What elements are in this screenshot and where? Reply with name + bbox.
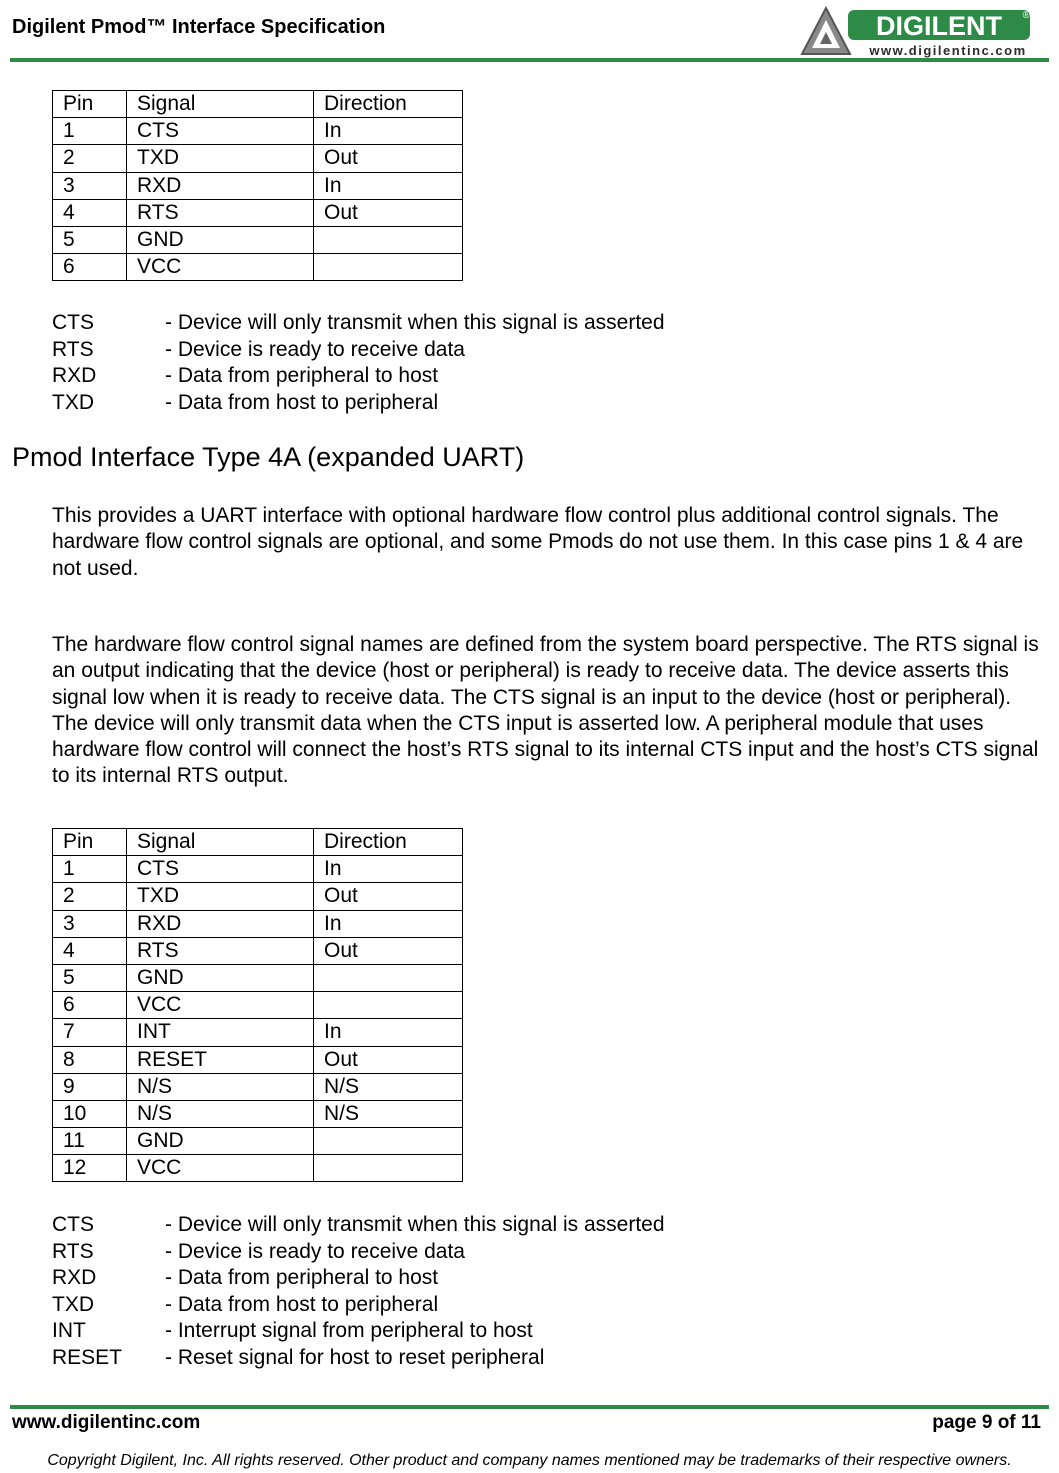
- signal-term: RTS: [52, 1239, 94, 1263]
- table-row: [53, 1100, 463, 1127]
- table-cell: GND: [127, 226, 314, 253]
- table-row: [53, 1073, 463, 1100]
- definition-row: [52, 1239, 665, 1266]
- table-cell: [314, 1128, 463, 1155]
- table-cell: INT: [127, 1019, 314, 1046]
- signal-term: CTS: [52, 1213, 94, 1236]
- definition-row: [52, 390, 665, 417]
- signal-term: RXD: [52, 1266, 97, 1289]
- signal-description: - Device is ready to receive data: [165, 1239, 465, 1263]
- signal-description: - Device will only transmit when this signal is asserted: [165, 1213, 665, 1236]
- table-cell: 3: [53, 910, 127, 937]
- table-cell: GND: [127, 1128, 314, 1155]
- definition-row: [52, 1318, 665, 1345]
- signal-description: - Reset signal for host to reset peripheral: [165, 1345, 545, 1369]
- table-cell: 6: [53, 992, 127, 1019]
- definition-row: [52, 337, 665, 364]
- signal-term: TXD: [52, 1292, 94, 1316]
- table-row: [53, 145, 463, 172]
- footer-rule: [10, 1405, 1049, 1409]
- table-cell: 7: [53, 1019, 127, 1046]
- column-header: Signal: [127, 829, 314, 856]
- table-cell: 5: [53, 226, 127, 253]
- signal-term: RESET: [52, 1345, 123, 1369]
- svg-text:®: ®: [1022, 10, 1030, 21]
- table-cell: VCC: [127, 254, 314, 281]
- table-cell: In: [314, 910, 463, 937]
- table-header-row: [53, 91, 463, 118]
- table-cell: 5: [53, 964, 127, 991]
- table-row: [53, 992, 463, 1019]
- table-cell: 1: [53, 856, 127, 883]
- svg-text:DIGILENT: DIGILENT: [876, 11, 1002, 41]
- signal-description: - Data from host to peripheral: [165, 1292, 439, 1316]
- table-cell: 11: [53, 1128, 127, 1155]
- column-header: Direction: [314, 91, 463, 118]
- table-cell: N/S: [314, 1100, 463, 1127]
- definition-row: [52, 363, 665, 390]
- table-cell: [314, 964, 463, 991]
- table-cell: Out: [314, 199, 463, 226]
- table-cell: Out: [314, 937, 463, 964]
- table-row: [53, 1128, 463, 1155]
- signal-term: CTS: [52, 311, 94, 334]
- table-cell: RXD: [127, 910, 314, 937]
- signal-term: RTS: [52, 337, 94, 361]
- table-cell: 9: [53, 1073, 127, 1100]
- table-row: [53, 937, 463, 964]
- signal-description: - Interrupt signal from peripheral to host: [165, 1319, 533, 1342]
- definition-row: [52, 1212, 665, 1239]
- column-header: Pin: [53, 829, 127, 856]
- table-cell: Out: [314, 145, 463, 172]
- signal-description: - Device will only transmit when this signal is asserted: [165, 311, 665, 334]
- table-cell: Out: [314, 883, 463, 910]
- signal-description: - Data from peripheral to host: [165, 1266, 439, 1289]
- table-cell: 3: [53, 172, 127, 199]
- table-cell: [314, 254, 463, 281]
- page-number: page 9 of 11: [932, 1412, 1041, 1433]
- signal-definitions-1: [52, 310, 665, 416]
- signal-term: RXD: [52, 364, 97, 387]
- table-cell: TXD: [127, 883, 314, 910]
- table-row: [53, 226, 463, 253]
- table-cell: VCC: [127, 1155, 314, 1182]
- table-cell: Out: [314, 1046, 463, 1073]
- definition-row: [52, 1345, 665, 1372]
- table-cell: 2: [53, 883, 127, 910]
- table-cell: In: [314, 118, 463, 145]
- table-cell: N/S: [314, 1073, 463, 1100]
- signal-definitions-2: [52, 1212, 665, 1371]
- table-cell: [314, 992, 463, 1019]
- section-heading: Pmod Interface Type 4A (expanded UART): [12, 442, 525, 472]
- definition-row: [52, 1265, 665, 1292]
- table-row: [53, 964, 463, 991]
- table-cell: RTS: [127, 937, 314, 964]
- digilent-logo: [798, 4, 1034, 60]
- table-cell: RTS: [127, 199, 314, 226]
- table-cell: 4: [53, 937, 127, 964]
- table-cell: 8: [53, 1046, 127, 1073]
- definition-row: [52, 310, 665, 337]
- table-cell: [314, 1155, 463, 1182]
- table-cell: 1: [53, 118, 127, 145]
- pin-table-1: [52, 90, 463, 281]
- column-header: Signal: [127, 91, 314, 118]
- header-title: Digilent Pmod™ Interface Specification: [12, 16, 386, 38]
- column-header: Direction: [314, 829, 463, 856]
- header-rule: [10, 58, 1049, 62]
- table-row: [53, 1155, 463, 1182]
- signal-term: TXD: [52, 390, 94, 414]
- table-cell: In: [314, 856, 463, 883]
- footer-url[interactable]: www.digilentinc.com: [12, 1412, 201, 1433]
- table-cell: In: [314, 1019, 463, 1046]
- table-row: [53, 172, 463, 199]
- table-cell: [314, 226, 463, 253]
- signal-description: - Data from peripheral to host: [165, 364, 439, 387]
- table-row: [53, 118, 463, 145]
- table-cell: CTS: [127, 118, 314, 145]
- definition-row: [52, 1292, 665, 1319]
- table-cell: GND: [127, 964, 314, 991]
- column-header: Pin: [53, 91, 127, 118]
- table-cell: In: [314, 172, 463, 199]
- table-cell: 6: [53, 254, 127, 281]
- table-cell: N/S: [127, 1100, 314, 1127]
- table-cell: RXD: [127, 172, 314, 199]
- table-cell: 10: [53, 1100, 127, 1127]
- intro-paragraph: This provides a UART interface with optional hardware flow control plus additional control signals. The hardware flow control signals are optional, and some Pmods do not use them. In this case pins 1 & 4 are not used.: [52, 504, 1024, 580]
- signal-description: - Data from host to peripheral: [165, 390, 439, 414]
- table-cell: N/S: [127, 1073, 314, 1100]
- pin-table-2: [52, 828, 463, 1182]
- table-cell: RESET: [127, 1046, 314, 1073]
- table-row: [53, 883, 463, 910]
- table-cell: CTS: [127, 856, 314, 883]
- table-row: [53, 910, 463, 937]
- svg-text:www.digilentinc.com: www.digilentinc.com: [869, 43, 1027, 58]
- flow-control-paragraph: The hardware flow control signal names are defined from the system board perspective. The RTS signal is an output indicating that the device (host or peripheral) is ready to receive data. The device asserts this signal low when it is ready to receive data. The CTS signal is an input to the device (host or peripheral). The device will only transmit data when the CTS input is asserted low. A peripheral module that uses hardware flow control will connect the host’s RTS signal to its internal CTS input and the host’s CTS signal to its internal RTS output.: [52, 633, 1039, 788]
- table-row: [53, 199, 463, 226]
- table-row: [53, 1046, 463, 1073]
- table-cell: VCC: [127, 992, 314, 1019]
- table-cell: 2: [53, 145, 127, 172]
- signal-term: INT: [52, 1319, 86, 1342]
- signal-description: - Device is ready to receive data: [165, 337, 465, 361]
- table-cell: TXD: [127, 145, 314, 172]
- table-header-row: [53, 829, 463, 856]
- copyright-notice: Copyright Digilent, Inc. All rights reserved. Other product and company names mentioned may be trademarks of their respective owners.: [47, 1452, 1012, 1469]
- table-row: [53, 254, 463, 281]
- table-cell: 12: [53, 1155, 127, 1182]
- table-row: [53, 1019, 463, 1046]
- table-row: [53, 856, 463, 883]
- table-cell: 4: [53, 199, 127, 226]
